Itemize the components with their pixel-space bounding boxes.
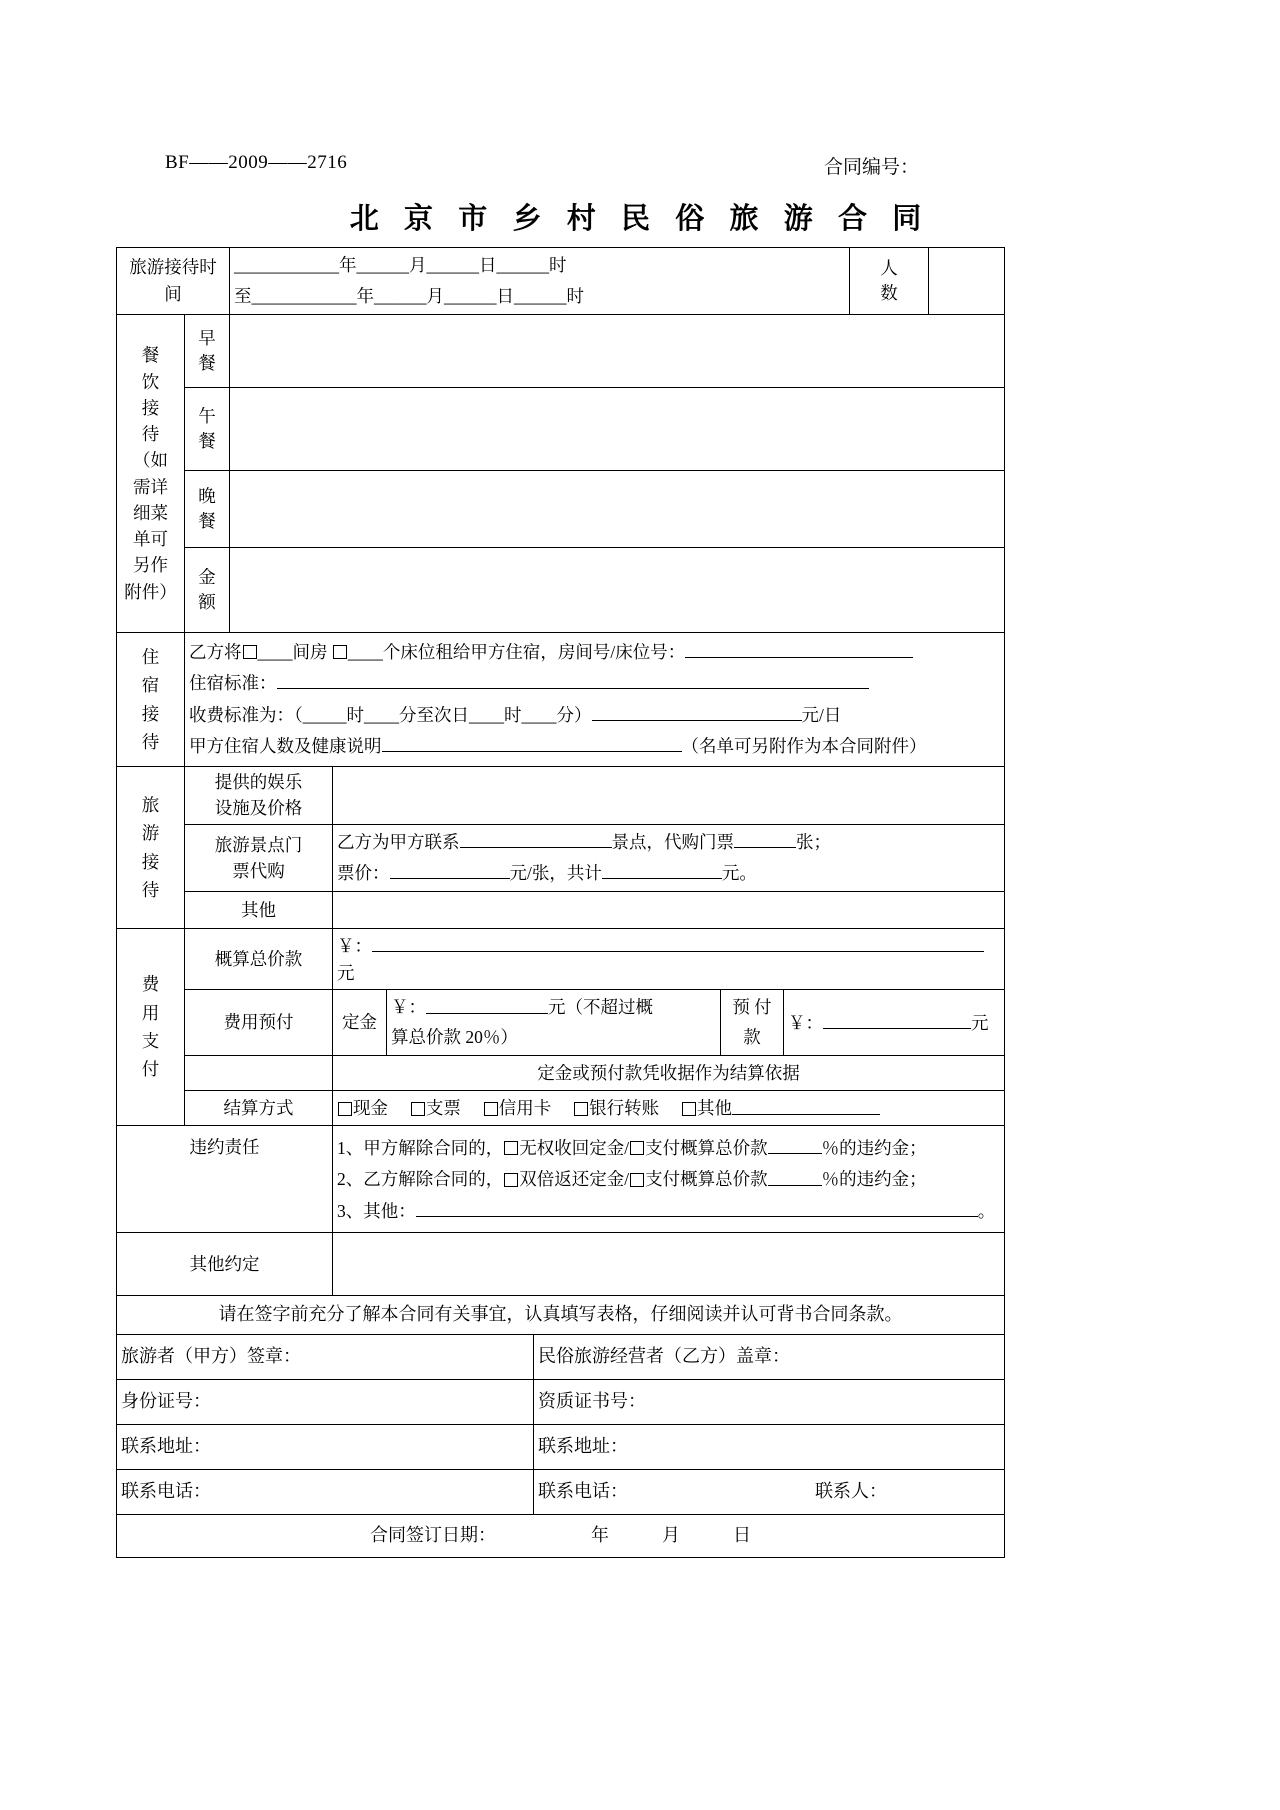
lodging-bed-checkbox[interactable]: [333, 645, 347, 659]
table-row-notice: [117, 1296, 1005, 1335]
tickets-contact-prefix: 乙方为甲方联系: [337, 831, 460, 852]
entertainment-label-line2: 设施及价格: [214, 798, 303, 819]
tour-label-char1: 旅: [141, 794, 160, 815]
liability-label: 违约责任: [117, 1126, 333, 1233]
contract-form-table: [116, 247, 1005, 1558]
table-row-tour-other: [117, 892, 1005, 929]
page-title: 北 京 市 乡 村 民 俗 旅 游 合 同: [349, 203, 931, 235]
liability-item2-option-a: 双倍返还定金/: [519, 1169, 630, 1190]
tickets-scenic-input[interactable]: [460, 827, 612, 848]
ticket-price-input[interactable]: [390, 858, 510, 879]
catering-label-line3: 接: [141, 397, 160, 418]
meal-amount-label: [185, 548, 230, 633]
tickets-fields: [333, 824, 1005, 892]
settlement-cash-label: 现金: [353, 1098, 388, 1119]
lodging-room-checkbox[interactable]: [243, 645, 257, 659]
table-row-lodging: [117, 633, 1005, 767]
people-count-label: [850, 248, 929, 315]
ticket-total-unit: 元。: [721, 862, 757, 883]
lunch-label-char1: 午: [198, 405, 216, 426]
lodging-line-rooms[interactable]: [189, 637, 1000, 668]
breakfast-value[interactable]: [230, 315, 1005, 388]
party-a-id-label[interactable]: 身份证号：: [117, 1380, 534, 1425]
liability-item2-checkbox-a[interactable]: [504, 1173, 518, 1187]
advance-label-line1: 预 付: [732, 997, 772, 1018]
lodging-label-char2: 宿: [141, 675, 160, 696]
entertainment-label: [185, 767, 333, 825]
dinner-label-char1: 晚: [198, 485, 216, 506]
lodging-fields: [185, 633, 1005, 767]
total-price-unit: 元: [337, 963, 355, 984]
lodging-label-char3: 接: [141, 703, 160, 724]
settlement-cheque-checkbox[interactable]: [411, 1102, 425, 1116]
catering-label-line4: 待: [141, 424, 160, 444]
tour-label-char2: 游: [141, 823, 160, 844]
deposit-field[interactable]: [387, 990, 721, 1056]
table-row-id-number: [117, 1380, 1005, 1425]
notice-text: 请在签字前充分了解本合同有关事宜，认真填写表格，仔细阅读并认可背书合同条款。: [117, 1296, 1005, 1335]
advance-unit: 元: [971, 1013, 989, 1034]
catering-label-line5: （如: [133, 450, 168, 471]
liability-item-1[interactable]: [337, 1133, 1000, 1164]
table-row-meal-amount: [117, 548, 1005, 633]
liability-item2-option-b: 支付概算总价款: [645, 1169, 768, 1190]
entertainment-value[interactable]: [333, 767, 1005, 825]
catering-label-line2: 饮: [141, 371, 160, 392]
tickets-count-unit: 张；: [796, 831, 831, 852]
other-agreement-value[interactable]: [333, 1233, 1005, 1296]
settlement-credit-card-label: 信用卡: [498, 1098, 552, 1119]
liability-item1-option-b: 支付概算总价款: [645, 1138, 768, 1159]
table-row-receipt-note: [117, 1056, 1005, 1091]
sign-date-day[interactable]: 日: [733, 1525, 751, 1546]
catering-label-line10: 附件）: [124, 581, 177, 602]
sign-date-label: 合同签订日期：: [370, 1525, 496, 1546]
document-header: [0, 152, 1280, 182]
settlement-other-checkbox[interactable]: [682, 1102, 696, 1116]
liability-item1-checkbox-a[interactable]: [504, 1141, 518, 1155]
tickets-line-1[interactable]: [337, 827, 1000, 858]
lodging-section-label: [117, 633, 185, 767]
lodging-room-number-input[interactable]: [685, 637, 913, 658]
catering-label-line7: 细菜: [133, 502, 168, 523]
lodging-health-input[interactable]: [382, 731, 682, 752]
table-row-liability: [117, 1126, 1005, 1233]
reception-time-end[interactable]: 至____________年______月______日______时: [234, 286, 584, 306]
ticket-total-input[interactable]: [602, 858, 722, 879]
total-price-label: 概算总价款: [185, 929, 333, 990]
liability-item3-prefix: 3、其他：: [337, 1200, 416, 1221]
liability-item2-checkbox-b[interactable]: [630, 1173, 644, 1187]
party-a-address-label[interactable]: 联系地址：: [117, 1425, 534, 1470]
settlement-options: [333, 1091, 1005, 1126]
lunch-value[interactable]: [230, 388, 1005, 471]
catering-label-line1: 餐: [141, 345, 160, 366]
people-count-input[interactable]: [929, 248, 1005, 315]
tour-other-label: 其他: [185, 892, 333, 929]
lodging-fee-prefix: 收费标准为：（: [189, 704, 303, 725]
receipt-note: 定金或预付款凭收据作为结算依据: [333, 1056, 1005, 1091]
settlement-other-label: 其他: [697, 1098, 732, 1119]
reception-time-fields: [230, 248, 850, 315]
sign-date-month[interactable]: 月: [662, 1525, 680, 1546]
total-price-input[interactable]: [372, 931, 984, 952]
tickets-line-2[interactable]: [337, 858, 1000, 889]
liability-item1-percent-input[interactable]: [768, 1133, 822, 1154]
liability-item-2[interactable]: [337, 1164, 1000, 1195]
advance-currency: ￥：: [788, 1013, 823, 1034]
lodging-standard-input[interactable]: [277, 668, 869, 689]
liability-item2-percent-input[interactable]: [768, 1164, 822, 1185]
total-price-currency: ￥：: [337, 936, 372, 957]
payment-label-char1: 费: [141, 974, 160, 995]
table-row-total-price: [117, 929, 1005, 990]
settlement-cheque-label: 支票: [425, 1098, 461, 1119]
lodging-room-unit: 间房: [292, 642, 328, 663]
party-b-address-label[interactable]: 联系地址：: [534, 1425, 1005, 1470]
ticket-price-label: 票价：: [337, 862, 390, 883]
lunch-label: [185, 388, 230, 471]
people-label-char2: 数: [880, 283, 898, 303]
reception-time-label: 旅游接待时间: [117, 248, 230, 315]
catering-label-line8: 单可: [133, 529, 168, 549]
liability-item3-suffix: 。: [977, 1200, 996, 1221]
lodging-health-note: （名单可另附作为本合同附件）: [681, 735, 927, 756]
catering-label-line9: 另作: [133, 555, 168, 576]
entertainment-label-line1: 提供的娱乐: [214, 772, 303, 793]
table-row-entertainment: [117, 767, 1005, 825]
breakfast-label-char1: 早: [198, 327, 216, 348]
settlement-cash-checkbox[interactable]: [338, 1102, 352, 1116]
table-row-sign-date: [117, 1515, 1005, 1558]
party-b-tel-row: [534, 1470, 1005, 1515]
payment-label-char4: 付: [141, 1059, 160, 1080]
table-row-prepay: [117, 990, 1005, 1056]
table-row-telephone: [117, 1470, 1005, 1515]
party-b-tel-label[interactable]: 联系电话：: [538, 1481, 628, 1502]
receipt-note-spacer: [185, 1056, 333, 1091]
dinner-label: [185, 471, 230, 548]
deposit-amount-line[interactable]: [391, 992, 716, 1023]
table-row-tickets: [117, 824, 1005, 892]
liability-item1-option-a: 无权收回定金/: [519, 1138, 630, 1159]
table-row-lunch: [117, 388, 1005, 471]
settlement-label: 结算方式: [185, 1091, 333, 1126]
dinner-label-char2: 餐: [198, 511, 216, 531]
party-b-contact-label[interactable]: 联系人：: [815, 1481, 887, 1502]
catering-label-line6: 需详: [133, 476, 168, 497]
settlement-credit-card-checkbox[interactable]: [484, 1102, 498, 1116]
sign-date-row: [117, 1515, 1005, 1558]
settlement-other-input[interactable]: [732, 1093, 880, 1114]
advance-field[interactable]: [784, 990, 1005, 1056]
breakfast-label: [185, 315, 230, 388]
lodging-room-blank: ____: [257, 642, 293, 663]
deposit-currency: ￥：: [391, 997, 426, 1018]
lunch-label-char2: 餐: [198, 431, 216, 451]
liability-items: [333, 1126, 1005, 1233]
table-row-reception-time: [117, 248, 1005, 315]
other-agreement-label: 其他约定: [117, 1233, 333, 1296]
sign-date-year[interactable]: 年: [591, 1525, 609, 1546]
party-a-signature-label[interactable]: 旅游者（甲方）签章：: [117, 1335, 534, 1380]
liability-item1-prefix: 1、甲方解除合同的，: [337, 1138, 504, 1159]
table-row-other-agreement: [117, 1233, 1005, 1296]
total-price-field[interactable]: [333, 929, 1005, 990]
payment-label-char2: 用: [141, 1002, 160, 1023]
liability-item-3[interactable]: [337, 1196, 1000, 1227]
catering-section-label: [117, 315, 185, 633]
breakfast-label-char2: 餐: [198, 353, 216, 373]
prepay-label: 费用预付: [185, 990, 333, 1056]
liability-item2-suffix: ％的违约金；: [821, 1169, 927, 1190]
tickets-label: [185, 824, 333, 892]
lodging-fee-input[interactable]: [592, 700, 802, 721]
advance-label: [721, 990, 784, 1056]
lodging-line-standard[interactable]: [189, 668, 1000, 699]
advance-label-line2: 款: [743, 1026, 761, 1047]
payment-section-label: [117, 929, 185, 1126]
liability-item2-prefix: 2、乙方解除合同的，: [337, 1169, 504, 1190]
reception-time-start[interactable]: ____________年______月______日______时: [234, 255, 567, 276]
deposit-note-line2: 算总价款 20％）: [391, 1027, 518, 1048]
tour-other-value[interactable]: [333, 892, 1005, 929]
lodging-fee-unit: 元/日: [801, 704, 842, 725]
contract-number-label: 合同编号：: [824, 157, 920, 178]
liability-item3-input[interactable]: [416, 1196, 978, 1217]
liability-item1-suffix: ％的违约金；: [821, 1138, 927, 1159]
liability-item1-checkbox-b[interactable]: [630, 1141, 644, 1155]
table-row-address: [117, 1425, 1005, 1470]
party-b-signature-label[interactable]: 民俗旅游经营者（乙方）盖章：: [534, 1335, 1005, 1380]
settlement-bank-transfer-label: 银行转账: [589, 1098, 660, 1119]
tour-section-label: [117, 767, 185, 929]
lodging-line-health[interactable]: [189, 731, 1000, 762]
lodging-room-number-label: 个床位租给甲方住宿，房间号/床位号：: [382, 642, 686, 663]
ticket-price-unit: 元/张，共计: [509, 862, 602, 883]
tour-label-char3: 接: [141, 851, 160, 872]
lodging-line-fee[interactable]: [189, 700, 1000, 731]
lodging-rooms-prefix: 乙方将: [189, 642, 242, 663]
lodging-health-label: 甲方住宿人数及健康说明: [189, 735, 382, 756]
payment-label-char3: 支: [141, 1031, 160, 1052]
tickets-count-input[interactable]: [734, 827, 796, 848]
meal-amount-label-char1: 金: [198, 566, 216, 587]
deposit-note-line1: 元（不超过概: [548, 997, 653, 1018]
lodging-bed-blank: ____: [347, 642, 383, 663]
advance-input[interactable]: [823, 1008, 971, 1029]
tickets-label-line2: 票代购: [232, 860, 285, 881]
lodging-fee-time-range: _____时____分至次日____时____分）: [302, 704, 592, 725]
lodging-label-char4: 待: [141, 731, 160, 752]
table-row-signature: [117, 1335, 1005, 1380]
party-b-id-label[interactable]: 资质证书号：: [534, 1380, 1005, 1425]
tickets-label-line1: 旅游景点门: [214, 834, 303, 855]
table-row-settlement: [117, 1091, 1005, 1126]
table-row-dinner: [117, 471, 1005, 548]
deposit-input[interactable]: [426, 992, 548, 1013]
table-row-breakfast: [117, 315, 1005, 388]
lodging-label-char1: 住: [141, 646, 160, 667]
tour-label-char4: 待: [141, 879, 160, 900]
tickets-scenic-suffix: 景点，代购门票: [611, 831, 734, 852]
party-a-tel-label[interactable]: 联系电话：: [117, 1470, 534, 1515]
dinner-value[interactable]: [230, 471, 1005, 548]
form-code: BF——2009——2716: [165, 152, 348, 173]
meal-amount-value[interactable]: [230, 548, 1005, 633]
settlement-bank-transfer-checkbox[interactable]: [574, 1102, 588, 1116]
people-label-char1: 人: [880, 257, 898, 278]
lodging-standard-label: 住宿标准：: [189, 673, 277, 694]
deposit-label: 定金: [333, 990, 387, 1056]
meal-amount-label-char2: 额: [198, 592, 216, 612]
